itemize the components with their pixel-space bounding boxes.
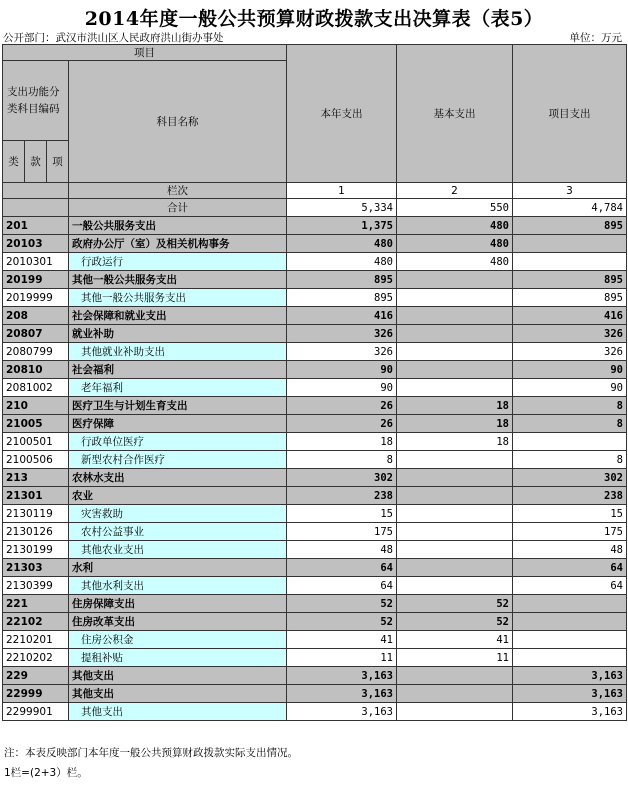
table-row (3, 397, 627, 415)
table-row (3, 325, 627, 343)
row-v2 (397, 667, 513, 685)
row-v2: 18 (397, 433, 513, 451)
row-v3: 895 (513, 289, 627, 307)
row-v1: 48 (287, 541, 397, 559)
row-name: 农村公益事业 (69, 523, 287, 541)
row-v3: 90 (513, 361, 627, 379)
table-row (3, 649, 627, 667)
row-v1: 1,375 (287, 217, 397, 235)
row-code: 2010301 (3, 253, 69, 271)
row-name: 水利 (69, 559, 287, 577)
row-v2 (397, 325, 513, 343)
row-code: 210 (3, 397, 69, 415)
row-v1: 416 (287, 307, 397, 325)
row-v2 (397, 487, 513, 505)
row-code: 22999 (3, 685, 69, 703)
table-row (3, 379, 627, 397)
row-v1: 64 (287, 577, 397, 595)
row-name: 医疗保障 (69, 415, 287, 433)
row-code: 21301 (3, 487, 69, 505)
row-v3 (513, 631, 627, 649)
header-col1: 本年支出 (287, 45, 397, 183)
row-v2 (397, 307, 513, 325)
row-v1: 326 (287, 325, 397, 343)
row-v3: 326 (513, 343, 627, 361)
row-v3: 90 (513, 379, 627, 397)
row-code: 2210201 (3, 631, 69, 649)
row-code: 2130119 (3, 505, 69, 523)
row-code: 201 (3, 217, 69, 235)
row-v1: 64 (287, 559, 397, 577)
row-v1: 90 (287, 361, 397, 379)
header-blank (3, 183, 69, 199)
row-v1: 41 (287, 631, 397, 649)
row-name: 提租补贴 (69, 649, 287, 667)
row-code: 20199 (3, 271, 69, 289)
row-v1: 11 (287, 649, 397, 667)
row-v2 (397, 541, 513, 559)
row-name: 就业补助 (69, 325, 287, 343)
row-v1: 175 (287, 523, 397, 541)
footnote-1: 注：本表反映部门本年度一般公共预算财政拨款实际支出情况。 (4, 747, 298, 759)
row-v2: 11 (397, 649, 513, 667)
header-xiang: 项 (47, 141, 69, 183)
row-v2: 52 (397, 613, 513, 631)
row-v2 (397, 451, 513, 469)
row-v1: 52 (287, 613, 397, 631)
row-name: 其他水利支出 (69, 577, 287, 595)
row-v2 (397, 343, 513, 361)
total-v2: 550 (397, 199, 513, 217)
row-v1: 480 (287, 253, 397, 271)
row-v2 (397, 469, 513, 487)
row-v1: 52 (287, 595, 397, 613)
row-v1: 3,163 (287, 703, 397, 721)
row-name: 行政单位医疗 (69, 433, 287, 451)
row-code: 2019999 (3, 289, 69, 307)
row-v2: 480 (397, 253, 513, 271)
row-v3: 15 (513, 505, 627, 523)
row-code: 2130199 (3, 541, 69, 559)
budget-table (2, 44, 627, 721)
table-row (3, 469, 627, 487)
row-v1: 302 (287, 469, 397, 487)
row-v2: 52 (397, 595, 513, 613)
row-v1: 3,163 (287, 685, 397, 703)
row-code: 2080799 (3, 343, 69, 361)
row-name: 行政运行 (69, 253, 287, 271)
row-v3: 3,163 (513, 667, 627, 685)
row-v2: 480 (397, 217, 513, 235)
row-code: 21303 (3, 559, 69, 577)
row-name: 其他支出 (69, 703, 287, 721)
table-row (3, 703, 627, 721)
page-title: 2014年度一般公共预算财政拨款支出决算表（表5） (84, 8, 544, 30)
header-col3: 项目支出 (513, 45, 627, 183)
table-row (3, 253, 627, 271)
row-v1: 326 (287, 343, 397, 361)
col-index-3: 3 (513, 183, 627, 199)
row-v3: 3,163 (513, 685, 627, 703)
row-name: 政府办公厅（室）及相关机构事务 (69, 235, 287, 253)
row-code: 2299901 (3, 703, 69, 721)
row-v1: 26 (287, 397, 397, 415)
table-row (3, 559, 627, 577)
row-v2 (397, 379, 513, 397)
row-name: 其他一般公共服务支出 (69, 289, 287, 307)
row-v2 (397, 577, 513, 595)
row-code: 2100506 (3, 451, 69, 469)
header-kuan: 款 (25, 141, 47, 183)
row-name: 其他支出 (69, 667, 287, 685)
table-row (3, 631, 627, 649)
row-name: 一般公共服务支出 (69, 217, 287, 235)
row-name: 农林水支出 (69, 469, 287, 487)
table-row (3, 433, 627, 451)
row-name: 医疗卫生与计划生育支出 (69, 397, 287, 415)
row-v1: 3,163 (287, 667, 397, 685)
row-v3 (513, 595, 627, 613)
table-row (3, 361, 627, 379)
row-v1: 26 (287, 415, 397, 433)
row-v3 (513, 649, 627, 667)
header-xiangmu: 项目 (3, 45, 287, 61)
row-v2 (397, 703, 513, 721)
row-name: 其他一般公共服务支出 (69, 271, 287, 289)
unit-label: 单位：万元 (569, 32, 622, 44)
table-row (3, 451, 627, 469)
table-row (3, 577, 627, 595)
table-row (3, 595, 627, 613)
row-v2 (397, 505, 513, 523)
row-v3 (513, 253, 627, 271)
table-row (3, 667, 627, 685)
row-name: 其他支出 (69, 685, 287, 703)
row-code: 2130126 (3, 523, 69, 541)
header-code-label: 支出功能分类科目编码 (3, 61, 69, 141)
total-v1: 5,334 (287, 199, 397, 217)
table-row (3, 289, 627, 307)
row-v2: 18 (397, 415, 513, 433)
row-v2: 41 (397, 631, 513, 649)
row-v2 (397, 271, 513, 289)
row-v2 (397, 685, 513, 703)
row-v1: 15 (287, 505, 397, 523)
table-row (3, 685, 627, 703)
table-row (3, 307, 627, 325)
row-v3: 64 (513, 577, 627, 595)
row-v1: 8 (287, 451, 397, 469)
row-v3: 326 (513, 325, 627, 343)
table-row (3, 271, 627, 289)
row-name: 住房改革支出 (69, 613, 287, 631)
row-v1: 90 (287, 379, 397, 397)
row-code: 221 (3, 595, 69, 613)
table-row (3, 523, 627, 541)
table-row (3, 217, 627, 235)
table-row (3, 415, 627, 433)
row-v3: 48 (513, 541, 627, 559)
row-v3: 8 (513, 451, 627, 469)
row-code: 21005 (3, 415, 69, 433)
row-name: 社会福利 (69, 361, 287, 379)
row-code: 22102 (3, 613, 69, 631)
row-code: 20103 (3, 235, 69, 253)
row-name: 新型农村合作医疗 (69, 451, 287, 469)
header-col2: 基本支出 (397, 45, 513, 183)
row-v1: 895 (287, 289, 397, 307)
row-v2 (397, 559, 513, 577)
row-code: 20807 (3, 325, 69, 343)
row-code: 213 (3, 469, 69, 487)
row-v2 (397, 361, 513, 379)
row-code: 20810 (3, 361, 69, 379)
col-index-2: 2 (397, 183, 513, 199)
row-v3 (513, 613, 627, 631)
row-code: 2210202 (3, 649, 69, 667)
row-v3: 175 (513, 523, 627, 541)
header-lei: 类 (3, 141, 25, 183)
row-code: 2081002 (3, 379, 69, 397)
row-code: 2130399 (3, 577, 69, 595)
row-v1: 238 (287, 487, 397, 505)
row-v3: 895 (513, 217, 627, 235)
row-v1: 480 (287, 235, 397, 253)
row-code: 229 (3, 667, 69, 685)
total-label: 合计 (69, 199, 287, 217)
table-row (3, 487, 627, 505)
row-name: 其他就业补助支出 (69, 343, 287, 361)
row-code: 208 (3, 307, 69, 325)
row-name: 社会保障和就业支出 (69, 307, 287, 325)
row-v3: 8 (513, 397, 627, 415)
row-name: 住房公积金 (69, 631, 287, 649)
table-row (3, 541, 627, 559)
row-v2: 480 (397, 235, 513, 253)
table-row (3, 613, 627, 631)
row-v3 (513, 433, 627, 451)
table-row (3, 505, 627, 523)
table-row (3, 343, 627, 361)
row-v1: 895 (287, 271, 397, 289)
row-name: 住房保障支出 (69, 595, 287, 613)
row-name: 老年福利 (69, 379, 287, 397)
row-v3: 302 (513, 469, 627, 487)
row-v3: 3,163 (513, 703, 627, 721)
row-v2: 18 (397, 397, 513, 415)
header-lanci: 栏次 (69, 183, 287, 199)
footnote-2: 1栏=(2+3）栏。 (4, 767, 88, 779)
row-v3: 238 (513, 487, 627, 505)
row-v1: 18 (287, 433, 397, 451)
header-name-label: 科目名称 (69, 61, 287, 183)
row-v2 (397, 289, 513, 307)
row-code: 2100501 (3, 433, 69, 451)
total-blank (3, 199, 69, 217)
row-v2 (397, 523, 513, 541)
department-label: 公开部门：武汉市洪山区人民政府洪山街办事处 (3, 32, 224, 44)
row-name: 农业 (69, 487, 287, 505)
row-name: 灾害救助 (69, 505, 287, 523)
col-index-1: 1 (287, 183, 397, 199)
total-v3: 4,784 (513, 199, 627, 217)
row-v3: 416 (513, 307, 627, 325)
row-name: 其他农业支出 (69, 541, 287, 559)
row-v3: 895 (513, 271, 627, 289)
row-v3 (513, 235, 627, 253)
table-row (3, 235, 627, 253)
row-v3: 8 (513, 415, 627, 433)
row-v3: 64 (513, 559, 627, 577)
